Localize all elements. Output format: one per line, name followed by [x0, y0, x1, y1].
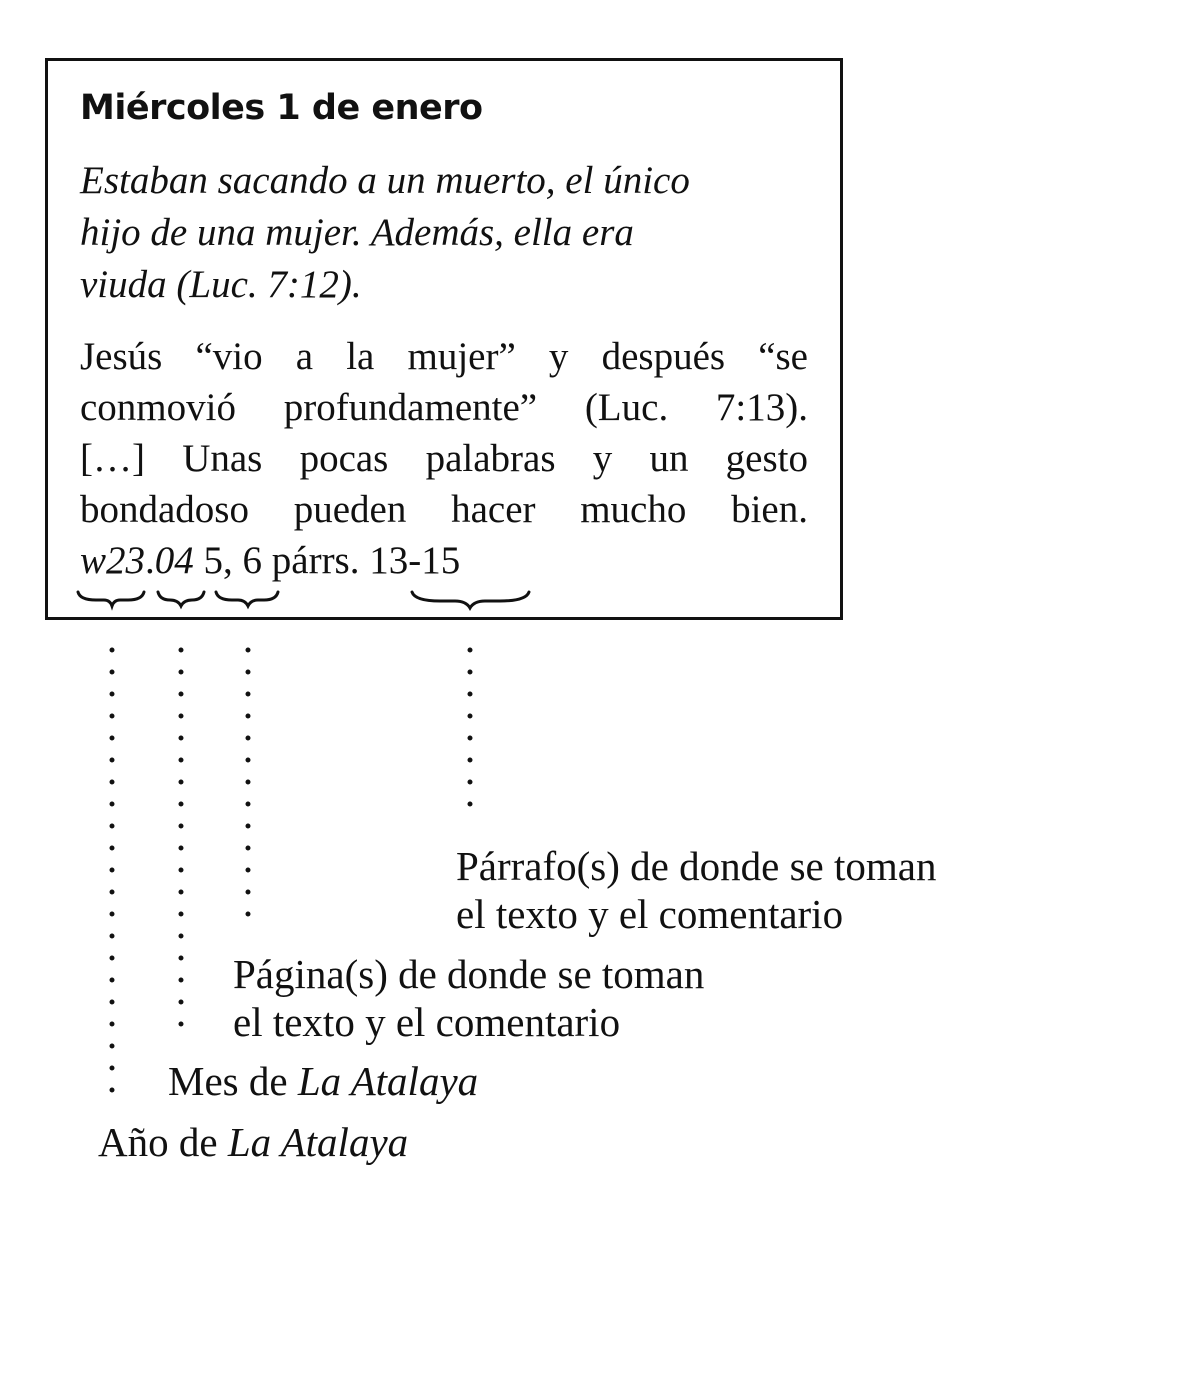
- pages-label: [233, 950, 704, 1046]
- year-label: [98, 1118, 408, 1166]
- ref-paragraphs: 13-15: [369, 539, 461, 582]
- scripture-line: Estaban sacando a un muerto, el único: [80, 159, 690, 202]
- year-label-prefix: Año de: [98, 1119, 228, 1165]
- brace-paragraphs: [412, 592, 529, 608]
- comment-line: […] Unas pocas palabras y un gesto: [80, 437, 808, 480]
- ref-month: 04: [154, 539, 194, 582]
- pages-label-line: Página(s) de donde se toman: [233, 951, 705, 997]
- paragraphs-label: [456, 842, 936, 938]
- scripture-line: viuda (Luc. 7:12).: [80, 263, 362, 306]
- comment-line: bondadoso pueden hacer mucho bien.: [80, 488, 808, 531]
- month-label: [168, 1057, 478, 1105]
- brace-pages: [216, 592, 278, 606]
- paragraphs-label-line: Párrafo(s) de donde se toman: [456, 843, 937, 889]
- ref-pages: 5, 6: [203, 539, 263, 582]
- scripture-line: hijo de una mujer. Además, ella era: [80, 211, 634, 254]
- brace-month: [158, 592, 204, 606]
- brace-year: [78, 592, 144, 606]
- date-heading: Miércoles 1 de enero: [80, 88, 483, 128]
- ref-paragraphs-abbrev: párrs.: [271, 539, 360, 582]
- comment-line: conmovió profundamente” (Luc. 7:13).: [80, 386, 808, 429]
- year-label-title: La Atalaya: [227, 1119, 409, 1165]
- ref-year: w23: [80, 539, 146, 582]
- month-label-prefix: Mes de: [168, 1058, 298, 1104]
- paragraphs-label-line: el texto y el comentario: [456, 891, 844, 937]
- pages-label-line: el texto y el comentario: [233, 999, 621, 1045]
- month-label-title: La Atalaya: [297, 1058, 479, 1104]
- ref-dot: .: [145, 539, 155, 582]
- comment-line: Jesús “vio a la mujer” y después “se: [80, 335, 808, 378]
